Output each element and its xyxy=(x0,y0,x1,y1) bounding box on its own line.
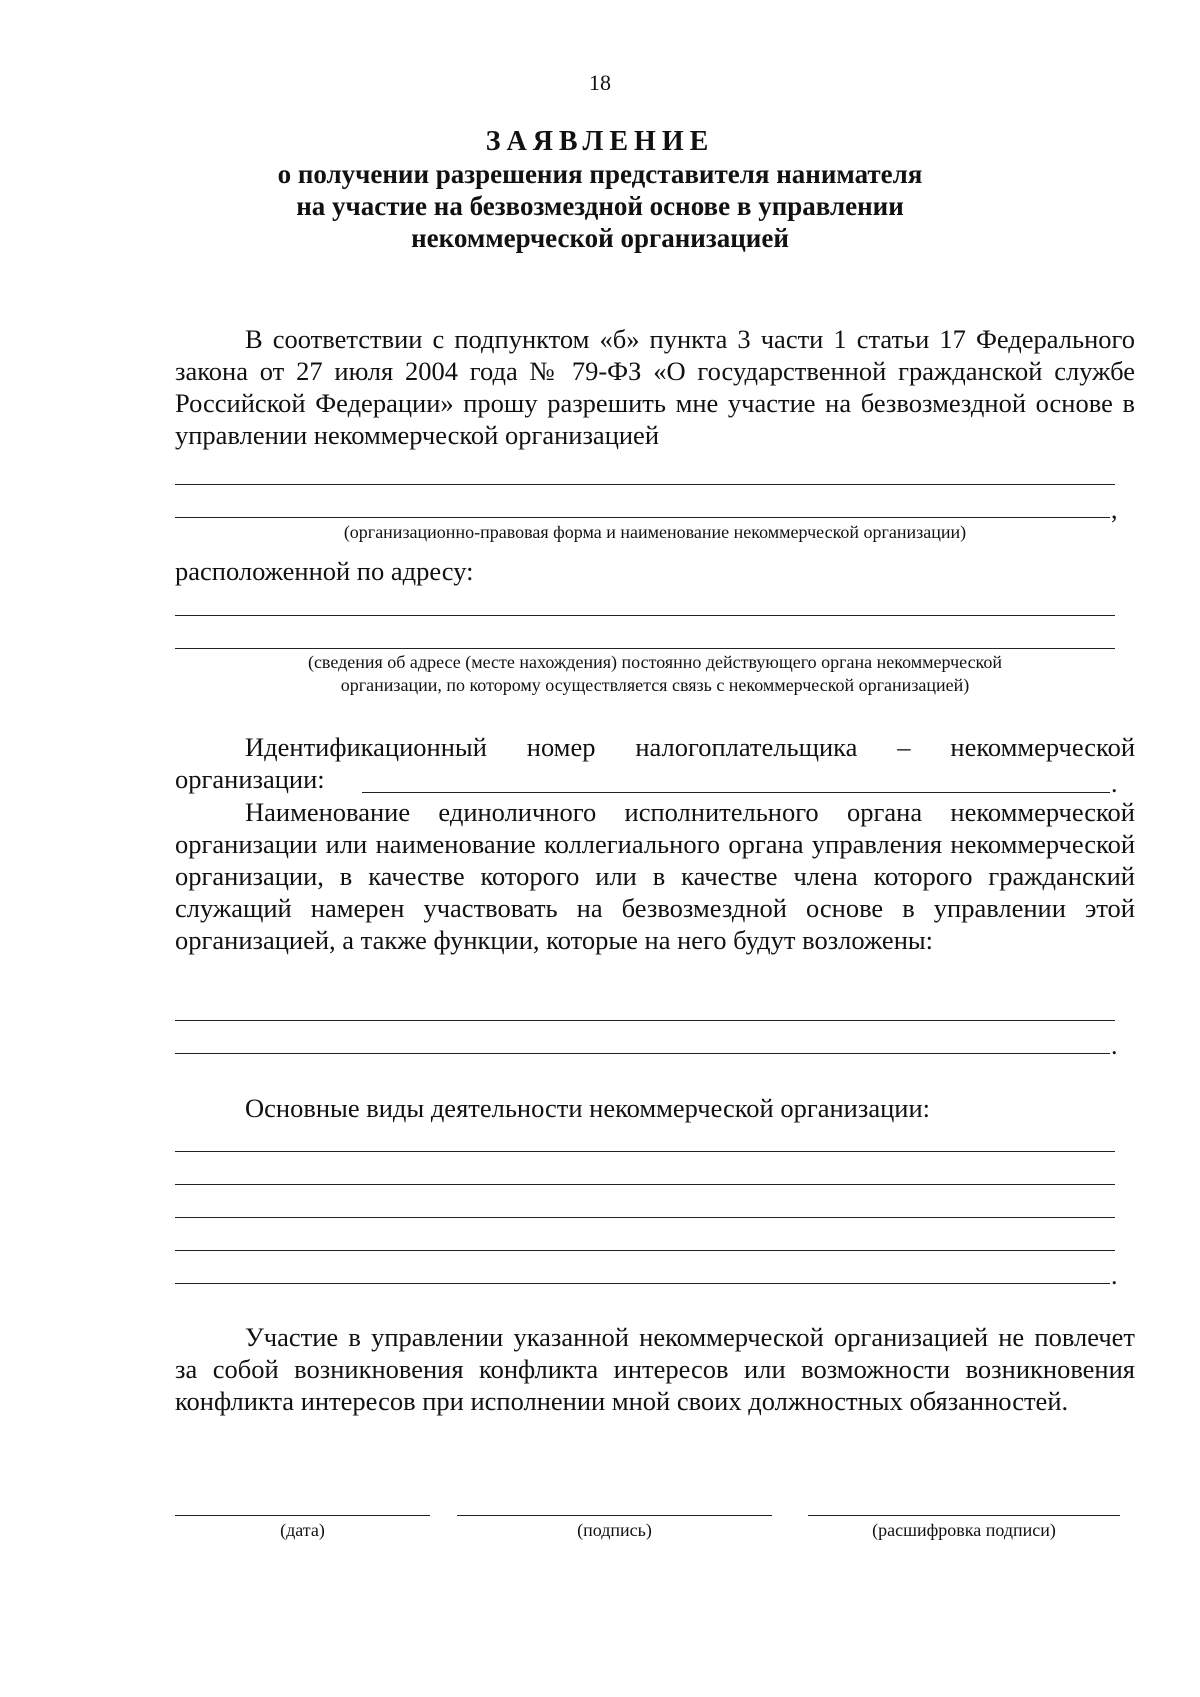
caption-signature-decoding: (расшифровка подписи) xyxy=(872,1520,1056,1540)
inn-line[interactable] xyxy=(362,792,1110,793)
activities-label: Основные виды деятельности некоммерческой организации: xyxy=(245,1093,930,1123)
document-title: ЗАЯВЛЕНИЕ xyxy=(485,126,715,157)
address-line-2[interactable] xyxy=(175,648,1115,649)
activities-line-1[interactable] xyxy=(175,1151,1115,1152)
date-line[interactable] xyxy=(175,1515,430,1516)
subtitle-line-2: на участие на безвозмездной основе в управлении xyxy=(296,191,904,221)
caption-address-1: (сведения об адресе (месте нахождения) постоянно действующего органа некоммерческой xyxy=(307,652,1003,672)
inn-line-1: Идентификационный номер налогоплательщика – некоммерческой xyxy=(245,732,1135,762)
document-heading xyxy=(0,126,1200,254)
org-name-line-2[interactable] xyxy=(175,517,1110,518)
activities-line-5[interactable] xyxy=(175,1283,1110,1284)
address-label: расположенной по адресу: xyxy=(175,556,474,586)
subtitle-line-1: о получении разрешения представителя нанимателя xyxy=(277,159,923,189)
conflict-paragraph: Участие в управлении указанной некоммерческой организацией не повлечет за собой возникновения конфликта интересов или возможности возникновения конфликта интересов при исполнении мной своих должностных обязанностей. xyxy=(175,1322,1135,1416)
caption-address-2: организации, по которому осуществляется связь с некоммерческой организацией) xyxy=(340,675,970,695)
caption-org-name: (организационно-правовая форма и наименование некоммерческой организации) xyxy=(343,522,967,542)
caption-signature: (подпись) xyxy=(577,1520,652,1540)
period-mark-body: . xyxy=(1111,1031,1118,1060)
signature-line[interactable] xyxy=(457,1515,772,1516)
activities-line-4[interactable] xyxy=(175,1250,1115,1251)
governing-body-paragraph: Наименование единоличного исполнительного органа некоммерческой организации или наименование коллегиального органа управления некоммерческой организации, в качестве которого или в качестве члена которого гражданский служащий намерен участвовать на безвозмездной основе в управлении этой организацией, а также функции, которые на него будут возложены: xyxy=(175,797,1135,955)
subtitle-line-3: некоммерческой организацией xyxy=(411,223,789,253)
period-mark-inn: . xyxy=(1111,769,1118,798)
activities-line-3[interactable] xyxy=(175,1217,1115,1218)
activities-line-2[interactable] xyxy=(175,1184,1115,1185)
governing-body-line-1[interactable] xyxy=(175,1020,1115,1021)
comma-mark: , xyxy=(1111,495,1118,524)
governing-body-line-2[interactable] xyxy=(175,1053,1110,1054)
org-name-line-1[interactable] xyxy=(175,484,1115,485)
inn-label: организации: xyxy=(175,764,325,794)
page-number: 18 xyxy=(589,70,611,95)
caption-date: (дата) xyxy=(280,1520,325,1540)
address-line-1[interactable] xyxy=(175,615,1115,616)
intro-paragraph: В соответствии с подпунктом «б» пункта 3 части 1 статьи 17 Федерального закона от 27 июля 2004 года № 79-ФЗ «О государственной гражданской службе Российской Федерации» прошу разрешить мне участие на безвозмездной основе в управлении некоммерческой организацией xyxy=(175,324,1135,450)
signature-decoding-line[interactable] xyxy=(808,1515,1120,1516)
period-mark-activities: . xyxy=(1111,1261,1118,1290)
